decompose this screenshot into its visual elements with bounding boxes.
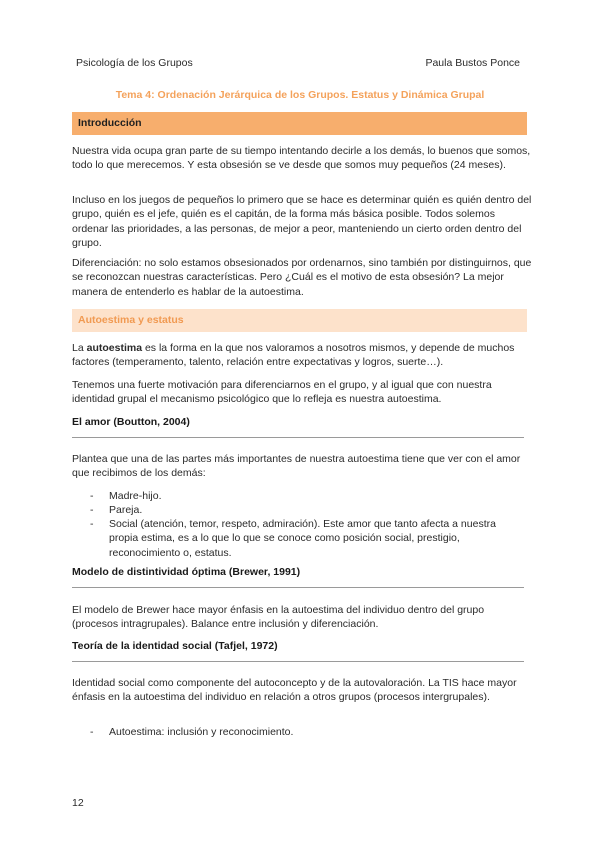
list-item xyxy=(90,725,520,739)
list-item xyxy=(90,517,520,560)
divider xyxy=(72,587,524,588)
divider xyxy=(72,661,524,662)
divider xyxy=(72,437,524,438)
paragraph: Diferenciación: no solo estamos obsesionados por ordenarnos, sino también por distinguirnos, que se reconozcan nuestras características. Pero ¿Cuál es el motivo de esta obsesión? La mejor manera de entenderlo es hablar de la autoestima. xyxy=(72,257,532,298)
list-item xyxy=(90,503,520,517)
paragraph: Nuestra vida ocupa gran parte de su tiempo intentando decirle a los demás, lo buenos que somos, todo lo que merecemos. Y esta obsesión se ve desde que somos muy pequeños (24 meses). xyxy=(72,145,531,172)
paragraph: Identidad social como componente del autoconcepto y de la autovaloración. La TIS hace mayor énfasis en la autoestima del individuo en relación a otros grupos (procesos intergrupales). xyxy=(72,677,517,704)
topic-title: Tema 4: Ordenación Jerárquica de los Grupos. Estatus y Dinámica Grupal xyxy=(115,89,485,101)
section-heading-introduccion: Introducción xyxy=(72,112,527,135)
paragraph: Tenemos una fuerte motivación para diferenciarnos en el grupo, y al igual que con nuestra identidad grupal el mecanismo psicológico que lo refleja es nuestra autoestima. xyxy=(72,379,492,406)
list-item-text: Autoestima: inclusión y reconocimiento. xyxy=(109,726,294,738)
subheading: Teoría de la identidad social (Tafjel, 1972) xyxy=(72,640,278,652)
header-course: Psicología de los Grupos xyxy=(76,57,193,69)
page-number: 12 xyxy=(72,797,84,809)
bullet-dash: - xyxy=(90,504,94,516)
page-header xyxy=(76,57,520,71)
list-item-text: Social (atención, temor, respeto, admiración). Este amor que tanto afecta a nuestra propia estima, es a lo que lo que se conoce como posición social, prestigio, reconocimiento o, estatus. xyxy=(109,518,496,559)
section-heading-autoestima: Autoestima y estatus xyxy=(72,309,527,332)
text-run: La xyxy=(72,342,87,354)
bullet-dash: - xyxy=(90,726,94,738)
bullet-dash: - xyxy=(90,490,94,502)
header-author: Paula Bustos Ponce xyxy=(425,57,520,69)
paragraph: Plantea que una de las partes más importantes de nuestra autoestima tiene que ver con el amor que recibimos de los demás: xyxy=(72,453,521,480)
text-run: es la forma en la que nos valoramos a nosotros mismos, y depende de muchos factores (temperamento, talento, relación entre expectativas y logros, suerte…). xyxy=(72,342,515,369)
paragraph: El modelo de Brewer hace mayor énfasis en la autoestima del individuo dentro del grupo (procesos intragrupales). Balance entre inclusión y diferenciación. xyxy=(72,604,485,631)
bold-term: autoestima xyxy=(86,342,143,354)
subheading: Modelo de distintividad óptima (Brewer, 1991) xyxy=(72,566,301,578)
list-item xyxy=(90,489,520,503)
bullet-dash: - xyxy=(90,518,94,530)
paragraph xyxy=(72,341,532,370)
list-item-text: Pareja. xyxy=(109,504,143,516)
subheading: El amor (Boutton, 2004) xyxy=(72,416,190,428)
paragraph: Incluso en los juegos de pequeños lo primero que se hace es determinar quién es quién dentro del grupo, quién es el jefe, quién es el capitán, de la forma más básica posible. Todos solemos ordenar las prioridades, a las personas, de mejor a peor, manteniendo un cierto orden dentro del grupo. xyxy=(72,194,532,250)
list-item-text: Madre-hijo. xyxy=(109,490,162,502)
